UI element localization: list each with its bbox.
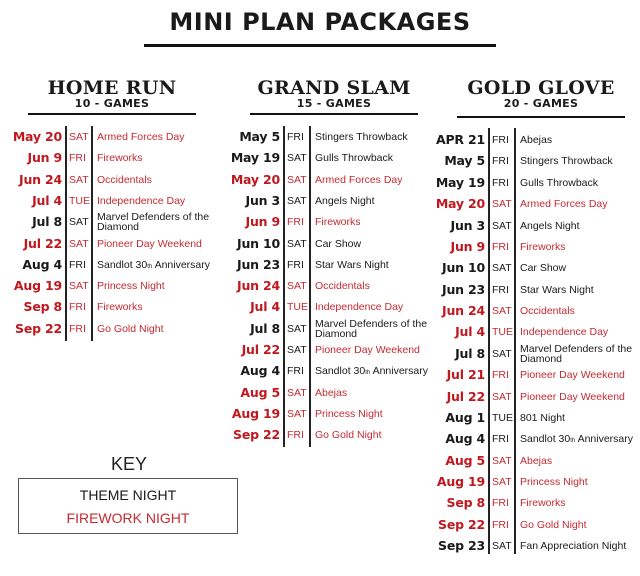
game-event: Armed Forces Day [315,173,403,186]
game-event: Princess Night [315,407,383,420]
game-date: Jun 23 [442,281,485,297]
game-event-line: Diamond [97,221,140,234]
game-day: FRI [492,518,509,531]
game-date: Aug 19 [436,474,485,490]
ordinal-suffix: th [365,370,371,377]
game-date: Aug 5 [445,452,485,468]
game-day: FRI [287,131,304,143]
game-date: Aug 19 [231,405,280,421]
game-event: Abejas [315,386,348,399]
game-event: Pioneer Day Weekend [97,237,202,250]
game-day: SAT [287,173,307,186]
game-day: FRI [287,365,304,378]
game-date: May 19 [230,150,280,166]
game-day: TUE [69,194,90,207]
game-day: SAT [287,386,307,399]
game-event: Fireworks [97,152,143,165]
game-date: May 19 [435,174,485,190]
package-divider [28,113,196,115]
game-event: Pioneer Day Weekend [315,344,420,356]
game-date: May 20 [12,129,62,144]
game-day: FRI [492,240,509,253]
game-date: Aug 19 [13,278,62,294]
game-event: Stingers Throwback [520,155,613,168]
game-event: Occidentals [315,280,370,293]
game-date: Sep 22 [438,516,485,532]
key-title: KEY [110,454,148,474]
game-event [520,344,632,364]
game-event: Pioneer Day Weekend [520,369,625,382]
game-date: May 20 [435,196,485,212]
game-day: FRI [492,497,509,510]
game-event: Fireworks [520,240,566,253]
game-date: May 5 [239,129,280,144]
game-day: SAT [69,216,89,229]
game-day: SAT [287,194,307,207]
game-date: Jun 9 [450,238,485,254]
game-event: Independence Day [97,194,186,207]
game-day: SAT [492,390,512,403]
title-divider [144,44,496,47]
game-day: SAT [287,407,307,420]
game-event: Angels Night [520,219,580,232]
game-event: Go Gold Night [315,429,382,442]
package-title: GOLD GLOVE [467,77,615,99]
game-date: Aug 1 [445,409,485,425]
game-day: FRI [69,322,86,335]
game-date: APR 21 [435,132,485,147]
page-title: MINI PLAN PACKAGES [169,8,471,36]
game-day: SAT [287,322,307,335]
game-date: Aug 5 [240,384,280,400]
game-day: FRI [287,216,304,229]
game-day: SAT [492,262,512,275]
game-date: Jun 10 [442,260,485,276]
game-event: Angels Night [315,194,375,207]
game-date: Aug 4 [240,363,280,379]
game-day: FRI [287,258,304,271]
game-date: Aug 4 [445,431,485,447]
game-day: SAT [69,280,89,293]
game-event: Fireworks [315,216,361,229]
game-event: Gulls Throwback [315,152,394,165]
game-day: SAT [492,305,512,318]
game-date: Sep 8 [446,495,485,511]
game-event: Occidentals [97,173,152,186]
ordinal-suffix: th [570,438,576,445]
game-date: Jul 22 [241,342,280,357]
package-title: GRAND SLAM [257,77,411,99]
package-header-gold-glove [457,78,625,110]
game-event: Independence Day [520,326,609,339]
game-event: Abejas [520,134,553,146]
key-legend [18,478,238,534]
game-date: Jun 3 [245,192,280,208]
game-date: Jul 22 [446,388,485,404]
game-day: SAT [492,198,512,211]
game-event-line: Marvel Defenders of the [520,342,633,355]
package-games-count: 15 - GAMES [296,97,372,110]
package-games-count: 10 - GAMES [74,97,150,110]
game-day: SAT [69,131,89,143]
game-event: Abejas [520,454,553,467]
game-day: SAT [492,476,512,489]
game-date: Jul 8 [250,320,280,336]
game-date: Jul 8 [32,214,62,230]
game-event: Go Gold Night [520,518,587,531]
game-date: Jul 21 [446,367,485,383]
game-date: Sep 23 [438,538,485,554]
package-header-grand-slam [250,78,418,110]
key-theme-night: THEME NIGHT [79,487,177,503]
game-day: FRI [492,134,509,146]
package-header-home-run [28,78,196,110]
game-day: SAT [287,280,307,293]
game-event: Stingers Throwback [315,131,408,143]
game-day: SAT [492,347,512,360]
game-event-text: Sandlot 30 [520,433,571,446]
game-event-line: Marvel Defenders of the [97,211,210,224]
game-event: Princess Night [97,280,165,293]
game-date: Jul 22 [23,235,62,251]
game-date: Jun 24 [237,278,280,294]
game-day: FRI [69,258,86,271]
game-date: May 20 [230,171,280,187]
game-event: Pioneer Day Weekend [520,390,625,403]
game-date: Jul 4 [250,299,280,315]
game-date: Sep 22 [15,320,62,336]
game-event-line: Diamond [520,352,563,365]
game-day: SAT [69,237,89,250]
game-day: FRI [492,176,509,189]
game-date: Jun 3 [450,217,485,233]
game-event-text: Sandlot 30 [315,365,366,378]
game-event: Armed Forces Day [97,131,185,143]
game-day: FRI [492,283,509,296]
game-event: Fireworks [520,497,566,510]
game-day: FRI [287,429,304,442]
package-title: HOME RUN [47,77,177,99]
game-event: Car Show [315,237,362,250]
game-event: Occidentals [520,305,575,318]
game-day: TUE [287,301,308,314]
game-day: FRI [492,433,509,446]
game-date: Jun 24 [19,171,62,187]
game-day: FRI [492,155,509,168]
game-date: Aug 4 [22,256,62,272]
game-date: Jun 9 [27,150,62,166]
game-event: Fan Appreciation Night [520,540,627,553]
package-divider [250,113,418,115]
game-event: Star Wars Night [315,258,389,271]
game-day: TUE [492,326,513,339]
game-date: Jun 23 [237,256,280,272]
game-event: Car Show [520,262,567,275]
game-day: FRI [492,369,509,382]
game-date: Jun 10 [237,235,280,251]
game-event: Fireworks [97,301,143,314]
game-event-text: Anniversary [370,365,429,378]
game-day: SAT [287,237,307,250]
package-games-count: 20 - GAMES [503,97,579,110]
game-date: Sep 8 [23,299,62,315]
game-day: SAT [287,344,307,356]
game-date: May 5 [444,153,485,169]
game-date: Jul 4 [32,192,62,208]
game-event: Armed Forces Day [520,198,608,211]
game-day: FRI [69,152,86,165]
game-date: Jun 9 [245,214,280,230]
game-day: SAT [69,173,89,186]
game-event-text: Sandlot 30 [97,258,148,271]
game-date: Jul 8 [455,345,485,361]
game-event-line: Diamond [315,327,358,340]
game-event: Go Gold Night [97,322,164,335]
column-divider [514,128,516,554]
game-event-text: Anniversary [575,433,634,446]
game-event [520,434,633,446]
game-event: 801 Night [520,411,565,424]
column-divider [488,128,490,554]
game-day: SAT [492,540,512,553]
game-event: Gulls Throwback [520,176,599,189]
game-event-text: Anniversary [152,258,211,271]
game-date: Sep 22 [233,427,280,443]
game-event: Princess Night [520,476,588,489]
game-day: SAT [492,454,512,467]
game-day: SAT [492,219,512,232]
game-day: TUE [492,411,513,424]
game-date: Jun 24 [442,303,485,319]
game-day: FRI [69,301,86,314]
game-event-line: Marvel Defenders of the [315,317,428,330]
game-event: Independence Day [315,301,404,314]
game-event: Star Wars Night [520,283,594,296]
package-divider [457,116,625,118]
game-day: SAT [287,152,307,165]
game-date: Jul 4 [455,324,485,340]
key-firework-night: FIREWORK NIGHT [66,510,190,526]
ordinal-suffix: th [147,263,153,270]
